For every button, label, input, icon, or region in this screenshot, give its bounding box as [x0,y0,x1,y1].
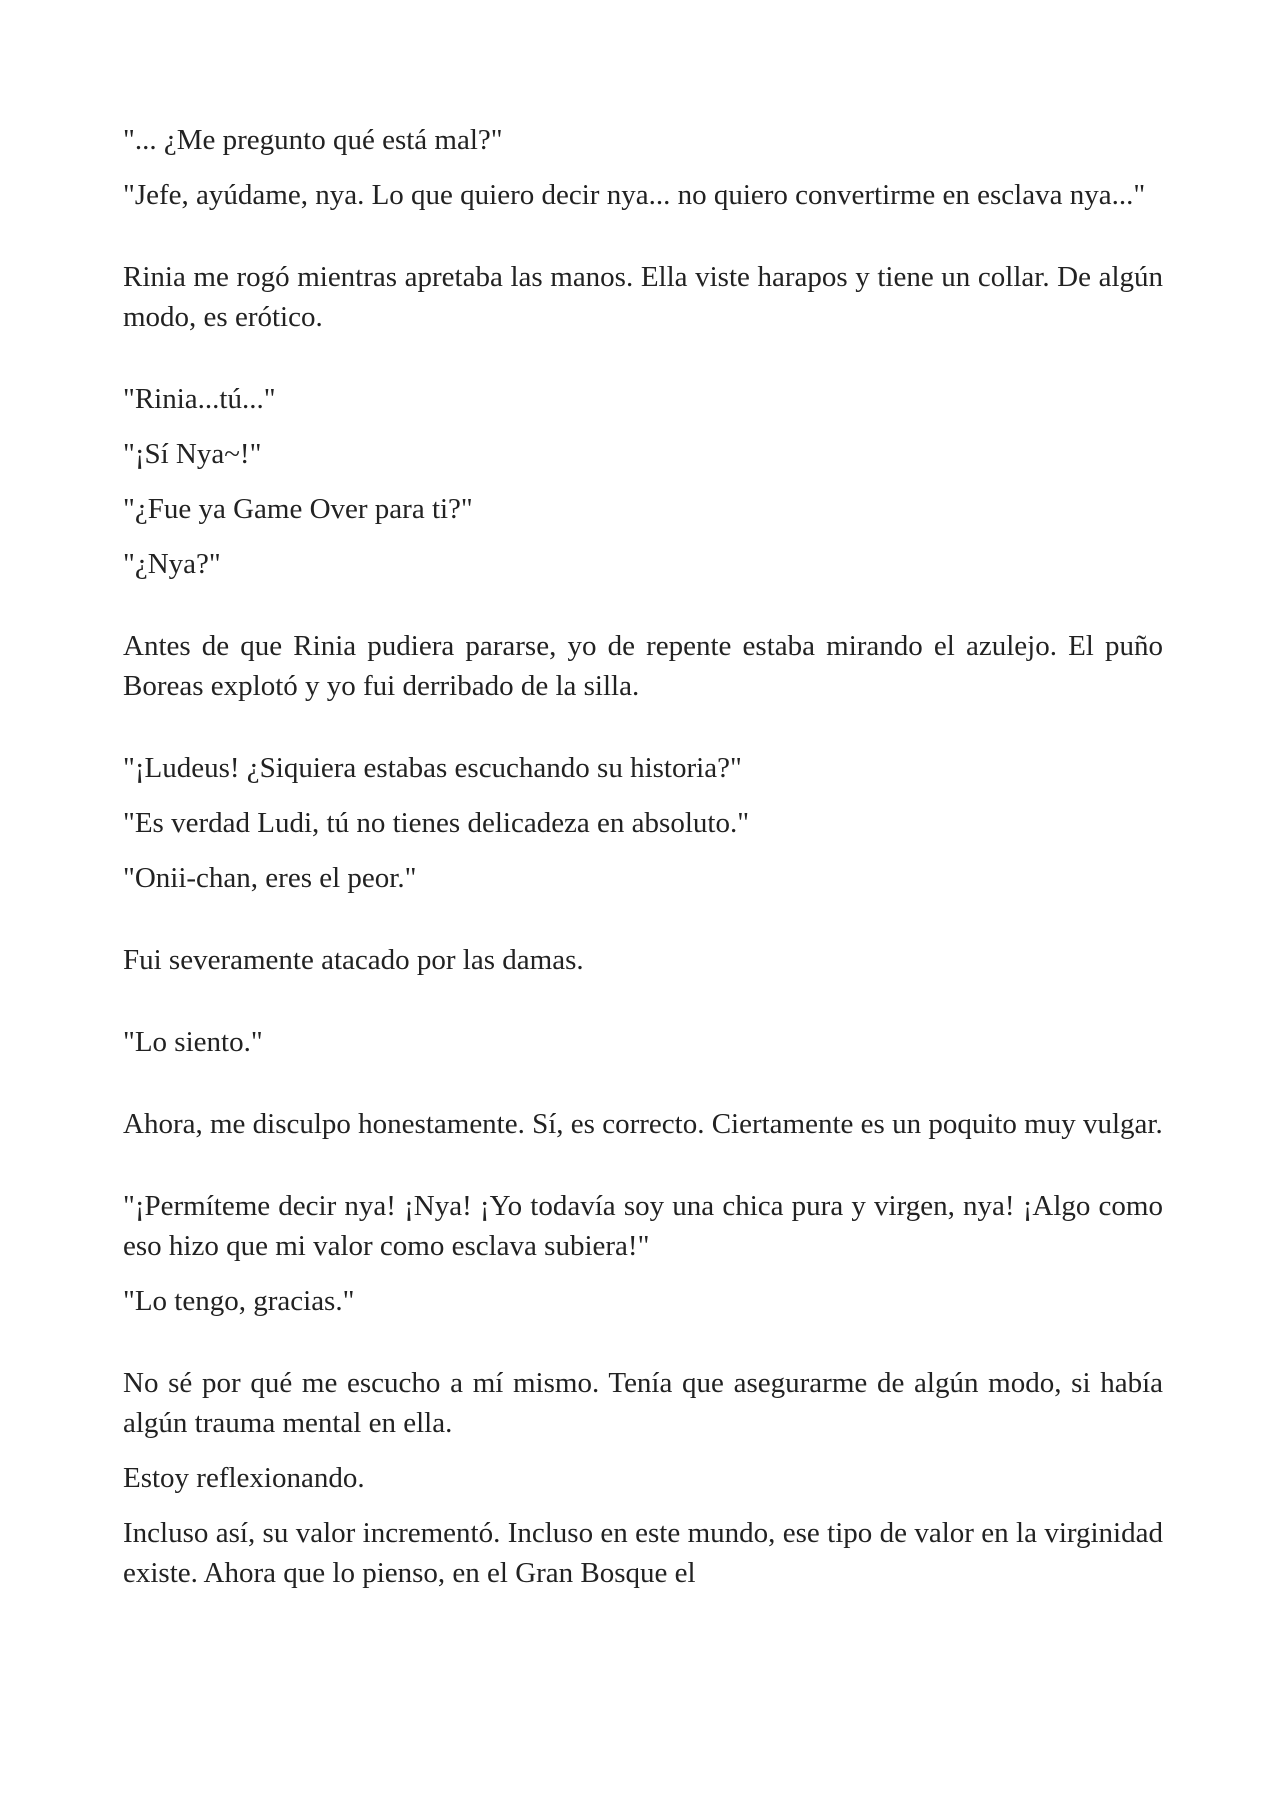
paragraph: "Onii-chan, eres el peor." [123,862,417,894]
paragraph: "Jefe, ayúdame, nya. Lo que quiero decir nya... no quiero convertirme en esclava nya..." [123,179,1146,211]
paragraph: Incluso así, su valor incrementó. Incluso en este mundo, ese tipo de valor en la virginidad existe. Ahora que lo pienso, en el Gran Bosque el [123,1517,1163,1589]
paragraph: "Rinia...tú..." [123,383,276,415]
paragraph: "... ¿Me pregunto qué está mal?" [123,124,503,156]
paragraph: Estoy reflexionando. [123,1462,365,1494]
paragraph: "Lo siento." [123,1026,263,1058]
paragraph: "Lo tengo, gracias." [123,1285,355,1317]
paragraph: "¡Sí Nya~!" [123,438,262,470]
paragraph: "Es verdad Ludi, tú no tienes delicadeza en absoluto." [123,807,750,839]
paragraph: Ahora, me disculpo honestamente. Sí, es correcto. Ciertamente es un poquito muy vulgar. [123,1108,1163,1140]
paragraph: "¡Permíteme decir nya! ¡Nya! ¡Yo todavía soy una chica pura y virgen, nya! ¡Algo como eso hizo que mi valor como esclava subiera!" [123,1190,1163,1262]
paragraph: "¿Fue ya Game Over para ti?" [123,493,473,525]
paragraph: Fui severamente atacado por las damas. [123,944,584,976]
paragraph: "¡Ludeus! ¿Siquiera estabas escuchando su historia?" [123,752,742,784]
paragraph: "¿Nya?" [123,548,221,580]
document-page [123,120,1163,1593]
paragraph: Rinia me rogó mientras apretaba las manos. Ella viste harapos y tiene un collar. De algún modo, es erótico. [123,261,1163,333]
paragraph: No sé por qué me escucho a mí mismo. Tenía que asegurarme de algún modo, si había algún trauma mental en ella. [123,1367,1163,1439]
paragraph: Antes de que Rinia pudiera pararse, yo de repente estaba mirando el azulejo. El puño Boreas explotó y yo fui derribado de la silla. [123,630,1163,702]
